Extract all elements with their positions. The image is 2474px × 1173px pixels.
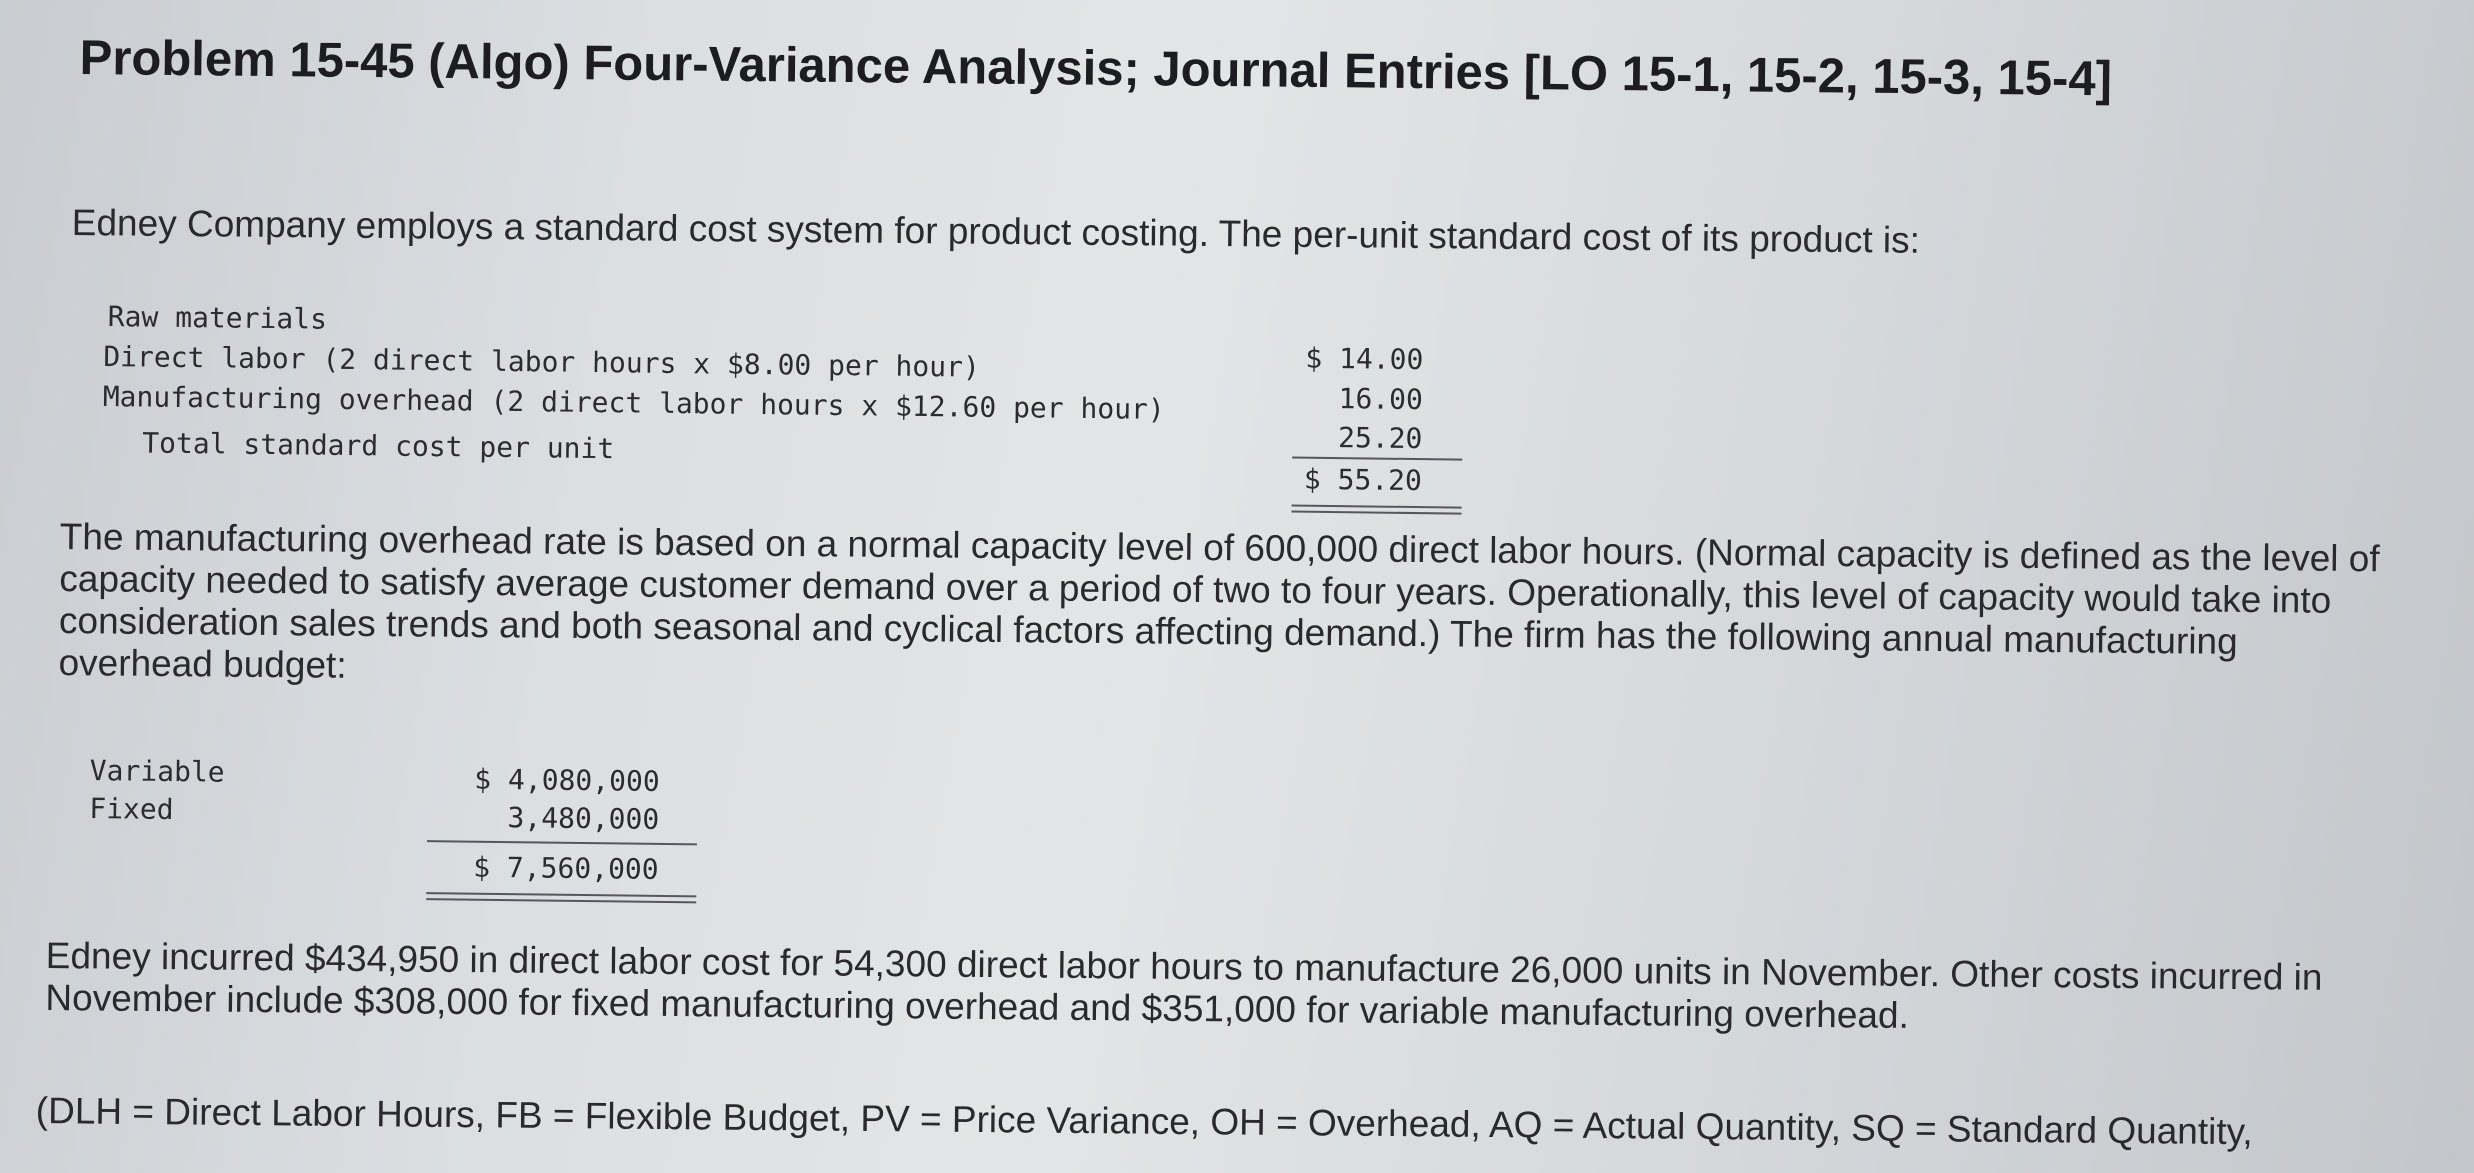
total-double-rule: [426, 898, 696, 903]
cost-row-amount: $ 14.00: [1305, 341, 1424, 377]
cost-row-label: Direct labor (2 direct labor hours x $8.00 per hour): [103, 339, 981, 384]
problem-title: Problem 15-45 (Algo) Four-Variance Analysis; Journal Entries [LO 15-1, 15-2, 15-3, 15-4]: [79, 30, 2113, 107]
budget-row-amount: 3,480,000: [507, 801, 660, 836]
cost-row-label: Raw materials: [107, 300, 328, 336]
cost-row-label: Manufacturing overhead (2 direct labor hours x $12.60 per hour): [102, 379, 1165, 426]
budget-row-amount: $ 4,080,000: [474, 762, 660, 798]
budget-row-label: Fixed: [89, 791, 174, 827]
total-double-rule: [1291, 511, 1461, 515]
budget-row-label: Variable: [89, 754, 225, 789]
total-double-rule: [426, 892, 696, 897]
subtotal-rule: [427, 840, 697, 845]
cost-row-amount: 16.00: [1338, 382, 1424, 417]
subtotal-rule: [1292, 457, 1462, 461]
cost-total-label: Total standard cost per unit: [142, 426, 615, 466]
total-double-rule: [1292, 505, 1462, 509]
cost-total-amount: $ 55.20: [1303, 462, 1423, 498]
overhead-paragraph: The manufacturing overhead rate is based on a normal capacity level of 600,000 direct labor hours. (Normal capacity is defined as the level of capacity needed to satisfy average customer demand over a period of two to four years. Operationally, this level of capacity would take into consideration sales trends and both seasonal and cyclical factors affecting demand.) The firm has the following annual manufacturing overhead budget:: [58, 516, 2380, 686]
budget-total-amount: $ 7,560,000: [473, 850, 659, 886]
intro-paragraph: Edney Company employs a standard cost system for product costing. The per-unit standard cost of its product is:: [71, 202, 1921, 261]
overhead-budget-table: [88, 754, 710, 912]
incurred-costs-paragraph: Edney incurred $434,950 in direct labor cost for 54,300 direct labor hours to manufacture 26,000 units in November. Other costs incurred in November include $308,000 for fixed manufacturing overhead and $351,000 for variable manufacturing overhead.: [45, 935, 2323, 1036]
abbreviations-note: (DLH = Direct Labor Hours, FB = Flexible Budget, PV = Price Variance, OH = Overhead, AQ = Actual Quantity, SQ = Standard Quantity,: [35, 1090, 2253, 1153]
standard-cost-table: [102, 300, 1464, 517]
cost-row-amount: 25.20: [1337, 421, 1423, 456]
